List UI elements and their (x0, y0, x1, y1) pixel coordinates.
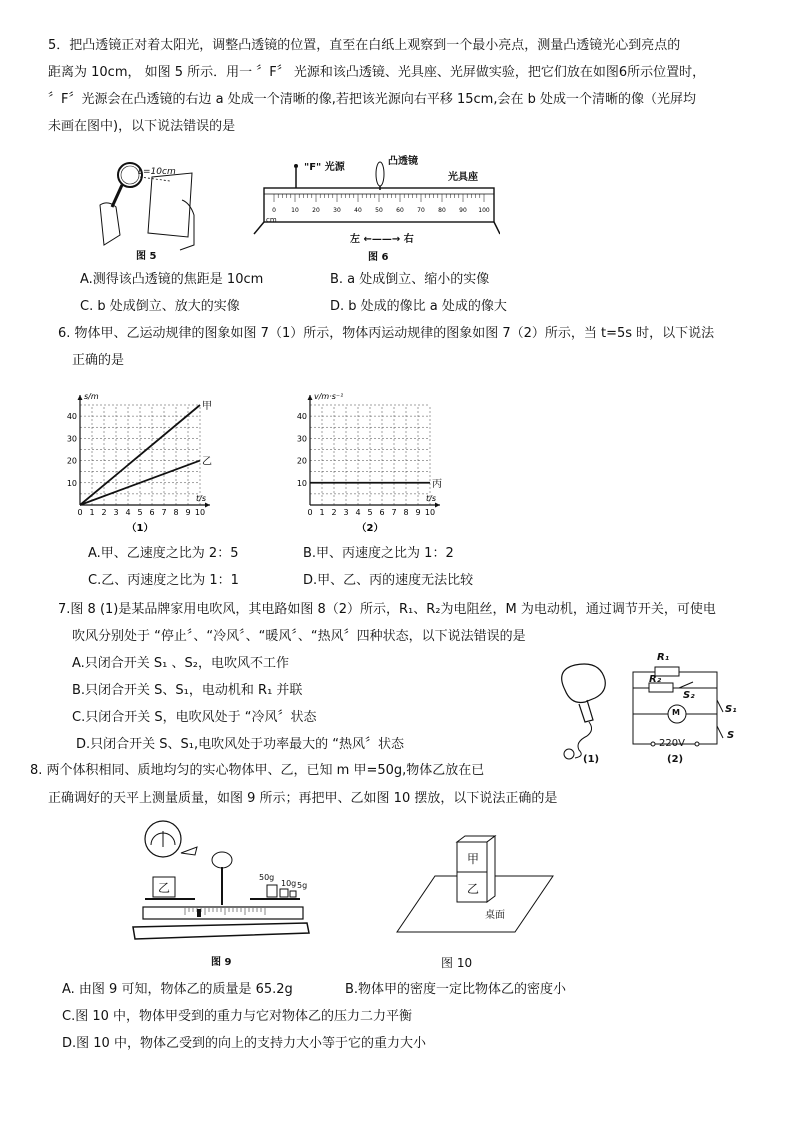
x-tick-label: 8 (173, 508, 179, 517)
chart-2 (296, 380, 456, 540)
fig6-unit-label: cm (266, 216, 277, 224)
fig8-r1-label: R₁ (657, 652, 670, 663)
fig8-caption-2: (2) (667, 754, 684, 765)
optical-bench (250, 150, 500, 240)
x-tick-label: 5 (137, 508, 143, 517)
fig9-weight-10g: 10g (281, 879, 297, 888)
y-tick-label: 40 (296, 412, 307, 422)
q8-option-d: D.图 10 中，物体乙受到的向上的支持力大小等于它的重力大小 (62, 1036, 426, 1051)
fig8-s1-label: S₁ (725, 704, 737, 715)
x-tick-label: 4 (125, 508, 131, 517)
q5-text-line3: 〞F〞光源会在凸透镜的右边 a 处成一个清晰的像,若把该光源向右平移 15cm,会在 b 处成一个清晰的像（光屏均 (48, 92, 696, 107)
figure-6 (250, 150, 500, 265)
q7-text-line2: 吹风分别处于 “停止〞、“冷风〞、“暖风〞、“热风〞四种状态，以下说法错误的是 (72, 629, 526, 644)
x-tick-label: 5 (367, 508, 373, 517)
fig8-r2-label: R₂ (649, 674, 662, 685)
x-tick-label: 10 (194, 508, 206, 517)
fig10-top-block: 甲 (467, 852, 480, 866)
figure-9 (125, 815, 315, 968)
fig9-caption: 图 9 (211, 957, 232, 968)
x-tick-label: 1 (89, 508, 95, 517)
series-label: 甲 (202, 401, 212, 412)
q7-option-b: B.只闭合开关 S、S₁，电动机和 R₁ 并联 (72, 683, 303, 698)
fig6-caption: 图 6 (368, 252, 389, 263)
y-tick-label: 10 (296, 478, 307, 488)
fig8-motor-label: M (672, 708, 680, 717)
x-axis-label: t/s (196, 494, 206, 503)
q6-text-line1: 6. 物体甲、乙运动规律的图象如图 7（1）所示，物体丙运动规律的图象如图 7（2）所示，当 t=5s 时，以下说法 (58, 326, 715, 341)
fig5-caption: 图 5 (136, 251, 157, 262)
x-tick-label: 9 (185, 508, 191, 517)
bench-tick-label: 0 (272, 207, 276, 214)
q6-option-c: C.乙、丙速度之比为 1：1 (88, 573, 239, 588)
q5-text-line1: 5．把凸透镜正对着太阳光，调整凸透镜的位置，直至在白纸上观察到一个最小亮点，测量凸透镜光心到亮点的 (48, 38, 681, 53)
fig10-bottom-block: 乙 (467, 882, 480, 896)
fig9-object-label: 乙 (158, 881, 171, 895)
q5-option-c: C. b 处成倒立、放大的实像 (80, 299, 240, 314)
x-tick-label: 9 (415, 508, 421, 517)
fig8-s-label: S (727, 730, 735, 741)
q6-text-line2: 正确的是 (72, 353, 125, 368)
y-tick-label: 20 (296, 456, 307, 466)
x-tick-label: 3 (343, 508, 349, 517)
chart-caption: （2） (356, 523, 384, 534)
fig8-voltage-label: 220V (659, 738, 685, 749)
y-axis-arrow (308, 395, 313, 400)
bench-tick-label: 90 (459, 207, 467, 214)
q6-option-a: A.甲、乙速度之比为 2：5 (88, 546, 239, 561)
y-tick-label: 30 (66, 434, 77, 444)
fig6-bench-label: 光具座 (448, 172, 478, 183)
q7-option-c: C.只闭合开关 S，电吹风处于 “冷风〞状态 (72, 710, 317, 725)
x-tick-label: 3 (113, 508, 119, 517)
bench-tick-label: 10 (291, 207, 299, 214)
x-tick-label: 1 (319, 508, 325, 517)
q7-text-line1: 7.图 8 (1)是某品牌家用电吹风，其电路如图 8（2）所示，R₁、R₂为电阻丝，M 为电动机，通过调节开关，可使电 (58, 602, 716, 617)
q6-option-b: B.甲、丙速度之比为 1：2 (303, 546, 454, 561)
y-tick-label: 40 (66, 412, 77, 422)
figure-5 (90, 145, 210, 265)
q8-text-line2: 正确调好的天平上测量质量，如图 9 所示；再把甲、乙如图 10 摆放，以下说法正确的是 (48, 791, 558, 806)
q8-text-line1: 8. 两个体积相同、质地均匀的实心物体甲、乙，已知 m 甲=50g,物体乙放在已 (30, 763, 485, 778)
q5-option-b: B. a 处成倒立、缩小的实像 (330, 272, 490, 287)
y-tick-label: 30 (296, 434, 307, 444)
fig9-weight-50g: 50g (259, 873, 275, 882)
x-tick-label: 2 (331, 508, 337, 517)
q5-option-a: A.测得该凸透镜的焦距是 10cm (80, 272, 264, 287)
bench-tick-label: 80 (438, 207, 446, 214)
figure-8 (545, 650, 745, 770)
chart-caption: （1） (126, 523, 154, 534)
q8-option-b: B.物体甲的密度一定比物体乙的密度小 (345, 982, 567, 997)
x-tick-label: 0 (77, 508, 83, 517)
fig9-weight-5g: 5g (297, 881, 308, 890)
fig5-distance-label: L=10cm (138, 167, 176, 177)
x-tick-label: 10 (424, 508, 436, 517)
bench-tick-label: 40 (354, 207, 362, 214)
series-label: 丙 (432, 478, 442, 490)
fig8-s2-label: S₂ (683, 690, 695, 701)
chart-2-svg (296, 380, 456, 540)
bench-tick-label: 20 (312, 207, 320, 214)
chart-1 (66, 380, 226, 540)
bench-tick-label: 100 (478, 207, 490, 214)
x-tick-label: 4 (355, 508, 361, 517)
fig8-caption-1: (1) (583, 754, 600, 765)
q5-option-d: D. b 处成的像比 a 处成的像大 (330, 299, 507, 314)
bench-tick-label: 60 (396, 207, 404, 214)
q7-option-a: A.只闭合开关 S₁ 、S₂，电吹风不工作 (72, 656, 289, 671)
x-tick-label: 7 (161, 508, 167, 517)
bench-ticks (272, 194, 490, 214)
q6-option-d: D.甲、乙、丙的速度无法比较 (303, 573, 474, 588)
rider (197, 909, 201, 917)
hairdryer-and-circuit (545, 650, 745, 770)
x-tick-label: 2 (101, 508, 107, 517)
bench-tick-label: 30 (333, 207, 341, 214)
x-tick-label: 7 (391, 508, 397, 517)
fig10-table-label: 桌面 (485, 910, 505, 921)
y-axis-label: s/m (84, 392, 99, 401)
x-axis-arrow (205, 503, 210, 508)
figure-10 (395, 828, 555, 978)
x-tick-label: 6 (149, 508, 155, 517)
y-tick-label: 20 (66, 456, 77, 466)
chart-1-svg (66, 380, 226, 540)
fig6-direction-label: 左 ←——→ 右 (350, 234, 414, 245)
x-tick-label: 6 (379, 508, 385, 517)
bench-tick-label: 50 (375, 207, 383, 214)
y-axis-arrow (78, 395, 83, 400)
y-axis-label: v/m·s⁻¹ (314, 392, 344, 401)
q5-text-line4: 未画在图中)，以下说法错误的是 (48, 119, 236, 134)
fig6-source-label: "F" 光源 (304, 162, 345, 173)
bench-tick-label: 70 (417, 207, 425, 214)
x-axis-label: t/s (426, 494, 436, 503)
q8-option-c: C.图 10 中，物体甲受到的重力与它对物体乙的压力二力平衡 (62, 1009, 413, 1024)
q5-text-line2: 距离为 10cm， 如图 5 所示．用一 〞F〞 光源和该凸透镜、光具座、光屏做实验，把它们放在如图6所示位置时， (48, 65, 706, 80)
q8-option-a: A. 由图 9 可知，物体乙的质量是 65.2g (62, 982, 293, 997)
fig6-lens-label: 凸透镜 (388, 156, 418, 167)
x-tick-label: 0 (307, 508, 313, 517)
x-tick-label: 8 (403, 508, 409, 517)
series-label: 乙 (202, 456, 212, 468)
x-axis-arrow (435, 503, 440, 508)
fig10-caption: 图 10 (441, 956, 473, 970)
q7-option-d: D.只闭合开关 S、S₁,电吹风处于功率最大的 “热风〞状态 (76, 737, 404, 752)
y-tick-label: 10 (66, 478, 77, 488)
